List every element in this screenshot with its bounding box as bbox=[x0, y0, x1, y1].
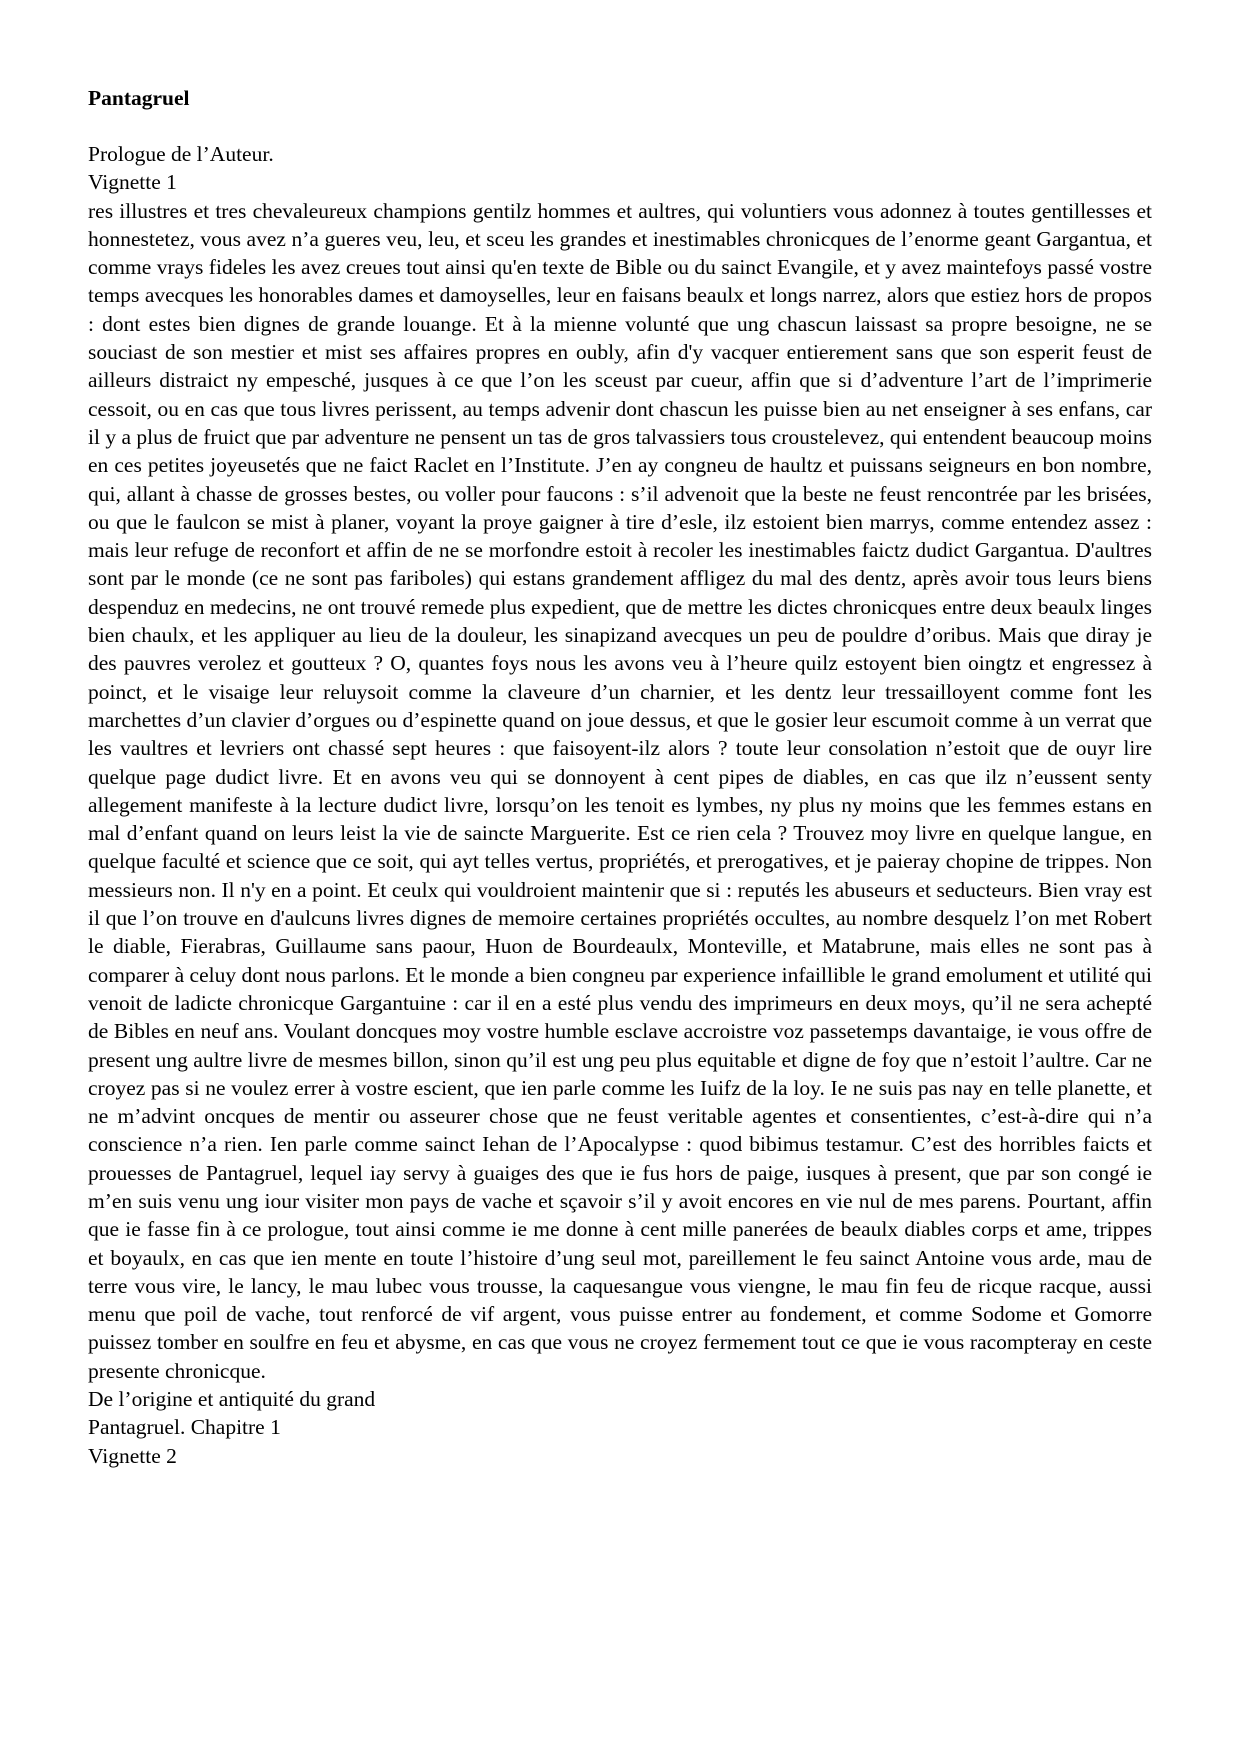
vignette-2-label: Vignette 2 bbox=[88, 1443, 177, 1468]
chapter-heading-line-1: De l’origine et antiquité du grand bbox=[88, 1387, 376, 1412]
prologue-heading: Prologue de l’Auteur. bbox=[88, 142, 274, 166]
document-page bbox=[88, 84, 1152, 1470]
chapter-heading-line-2: Pantagruel. Chapitre 1 bbox=[88, 1415, 281, 1440]
vignette-1-label: Vignette 1 bbox=[88, 170, 177, 195]
prologue-text: res illustres et tres chevaleureux champions gentilz hommes et aultres, qui voluntiers vous adonnez à toutes gentillesses et honnestetez, vous avez n’a gueres veu, leu, et sceu les grandes et inestimables chronicques de l’enorme geant Gargantua, et comme vrays fideles les avez creues tout ainsi qu'en texte de Bible ou du sainct Evangile, et y avez maintefoys passé vostre temps avecques les honorables dames et damoyselles, leur en faisans beaulx et longs narrez, alors que estiez hors de propos : dont estes bien dignes de grande louange. Et à la mienne volunté que ung chascun laissast sa propre besoigne, ne se souciast de son mestier et mist ses affaires propres en oubly, afin d'y vacquer entierement sans que son esperit feust de ailleurs distraict ny empesché, jusques à ce que l’on les sceust par cueur, affin que si d’adventure l’art de l’imprimerie cessoit, ou en cas que tous livres perissent, au temps advenir dont chascun les puisse bien au net enseigner à ses enfans, car il y a plus de fruict que par adventure ne pensent un tas de gros talvassiers tous croustelevez, qui entendent beaucoup moins en ces petites joyeusetés que ne faict Raclet en l’Institute. J’en ay congneu de haultz et puissans seigneurs en bon nombre, qui, allant à chasse de grosses bestes, ou voller pour faucons : s’il advenoit que la beste ne feust rencontrée par les brisées, ou que le faulcon se mist à planer, voyant la proye gaigner à tire d’esle, ilz estoient bien marrys, comme entendez assez : mais leur refuge de reconfort et affin de ne se morfondre estoit à recoler les inestimables faictz dudict Gargantua. D'aultres sont par le monde (ce ne sont pas fariboles) qui estans grandement affligez du mal des dentz, après avoir tous leurs biens despenduz en medecins, ne ont trouvé remede plus expedient, que de mettre les dictes chronicques entre deux beaulx linges bien chaulx, et les appliquer au lieu de la douleur, les sinapizand avecques un peu de pouldre d’oribus. Mais que diray je des pauvres verolez et goutteux ? O, quantes foys nous les avons veu à l’heure quilz estoyent bien oingtz et engressez à poinct, et le visaige leur reluysoit comme la claveure d’un charnier, et les dentz leur tressailloyent comme font les marchettes d’un clavier d’orgues ou d’espinette quand on joue dessus, et que le gosier leur escumoit comme à un verrat que les vaultres et levriers ont chassé sept heures : que faisoyent-ilz alors ? toute leur consolation n’estoit que de ouyr lire quelque page dudict livre. Et en avons veu qui se donnoyent à cent pipes de diables, en cas que ilz n’eussent senty allegement manifeste à la lecture dudict livre, lorsqu’on les tenoit es lymbes, ny plus ny moins que les femmes estans en mal d’enfant quand on leurs leist la vie de saincte Marguerite. Est ce rien cela ? Trouvez moy livre en quelque langue, en quelque faculté et science que ce soit, qui ayt telles vertus, propriétés, et prerogatives, et je paieray chopine de trippes. Non messieurs non. Il n'y en a point. Et ceulx qui vouldroient maintenir que si : reputés les abuseurs et seducteurs. Bien vray est il que l’on trouve en d'aulcuns livres dignes de memoire certaines propriétés occultes, au nombre desquelz l’on met Robert le diable, Fierabras, Guillaume sans paour, Huon de Bourdeaulx, Monteville, et Matabrune, mais elles ne sont pas à comparer à celuy dont nous parlons. Et le monde a bien congneu par experience infaillible le grand emolument et utilité qui venoit de ladicte chronicque Gargantuine : car il en a esté plus vendu des imprimeurs en deux moys, qu’il ne sera achepté de Bibles en neuf ans. Voulant doncques moy vostre humble esclave accroistre voz passetemps davantaige, ie vous offre de present ung aultre livre de mesmes billon, sinon qu’il est ung peu plus equitable et digne de foy que n’estoit l’aultre. Car ne croyez pas si ne voulez errer à vostre escient, que ien parle comme les Iuifz de la loy. Ie ne suis pas nay en telle planette, et ne m’advint oncques de mentir ou asseurer chose que ne feust veritable agentes et consentientes, c’est-à-dire qui n’a conscience n’a rien. Ien parle comme sainct Iehan de l’Apocalypse : quod bibimus testamur. C’est des horribles faicts et prouesses de Pantagruel, lequel iay servy à guaiges des que ie fus hors de paige, iusques à present, que par son congé ie m’en suis venu ung iour visiter mon pays de vache et sçavoir s’il y avoit encores en vie nul de mes parens. Pourtant, affin que ie fasse fin à ce prologue, tout ainsi comme ie me donne à cent mille panerées de beaulx diables corps et ame, trippes et boyaulx, en cas que ien mente en toute l’histoire d’ung seul mot, pareillement le feu sainct Antoine vous arde, mau de terre vous vire, le lancy, le mau lubec vous trousse, la caquesangue vous viengne, le mau fin feu de ricque racque, aussi menu que poil de vache, tout renforcé de vif argent, vous puisse entrer au fondement, et comme Sodome et Gomorre puissez tomber en soulfre en feu et abysme, en cas que vous ne croyez fermement tout ce que ie vous racompteray en ceste presente chronicque. bbox=[88, 198, 1152, 1383]
document-title: Pantagruel bbox=[88, 86, 190, 110]
